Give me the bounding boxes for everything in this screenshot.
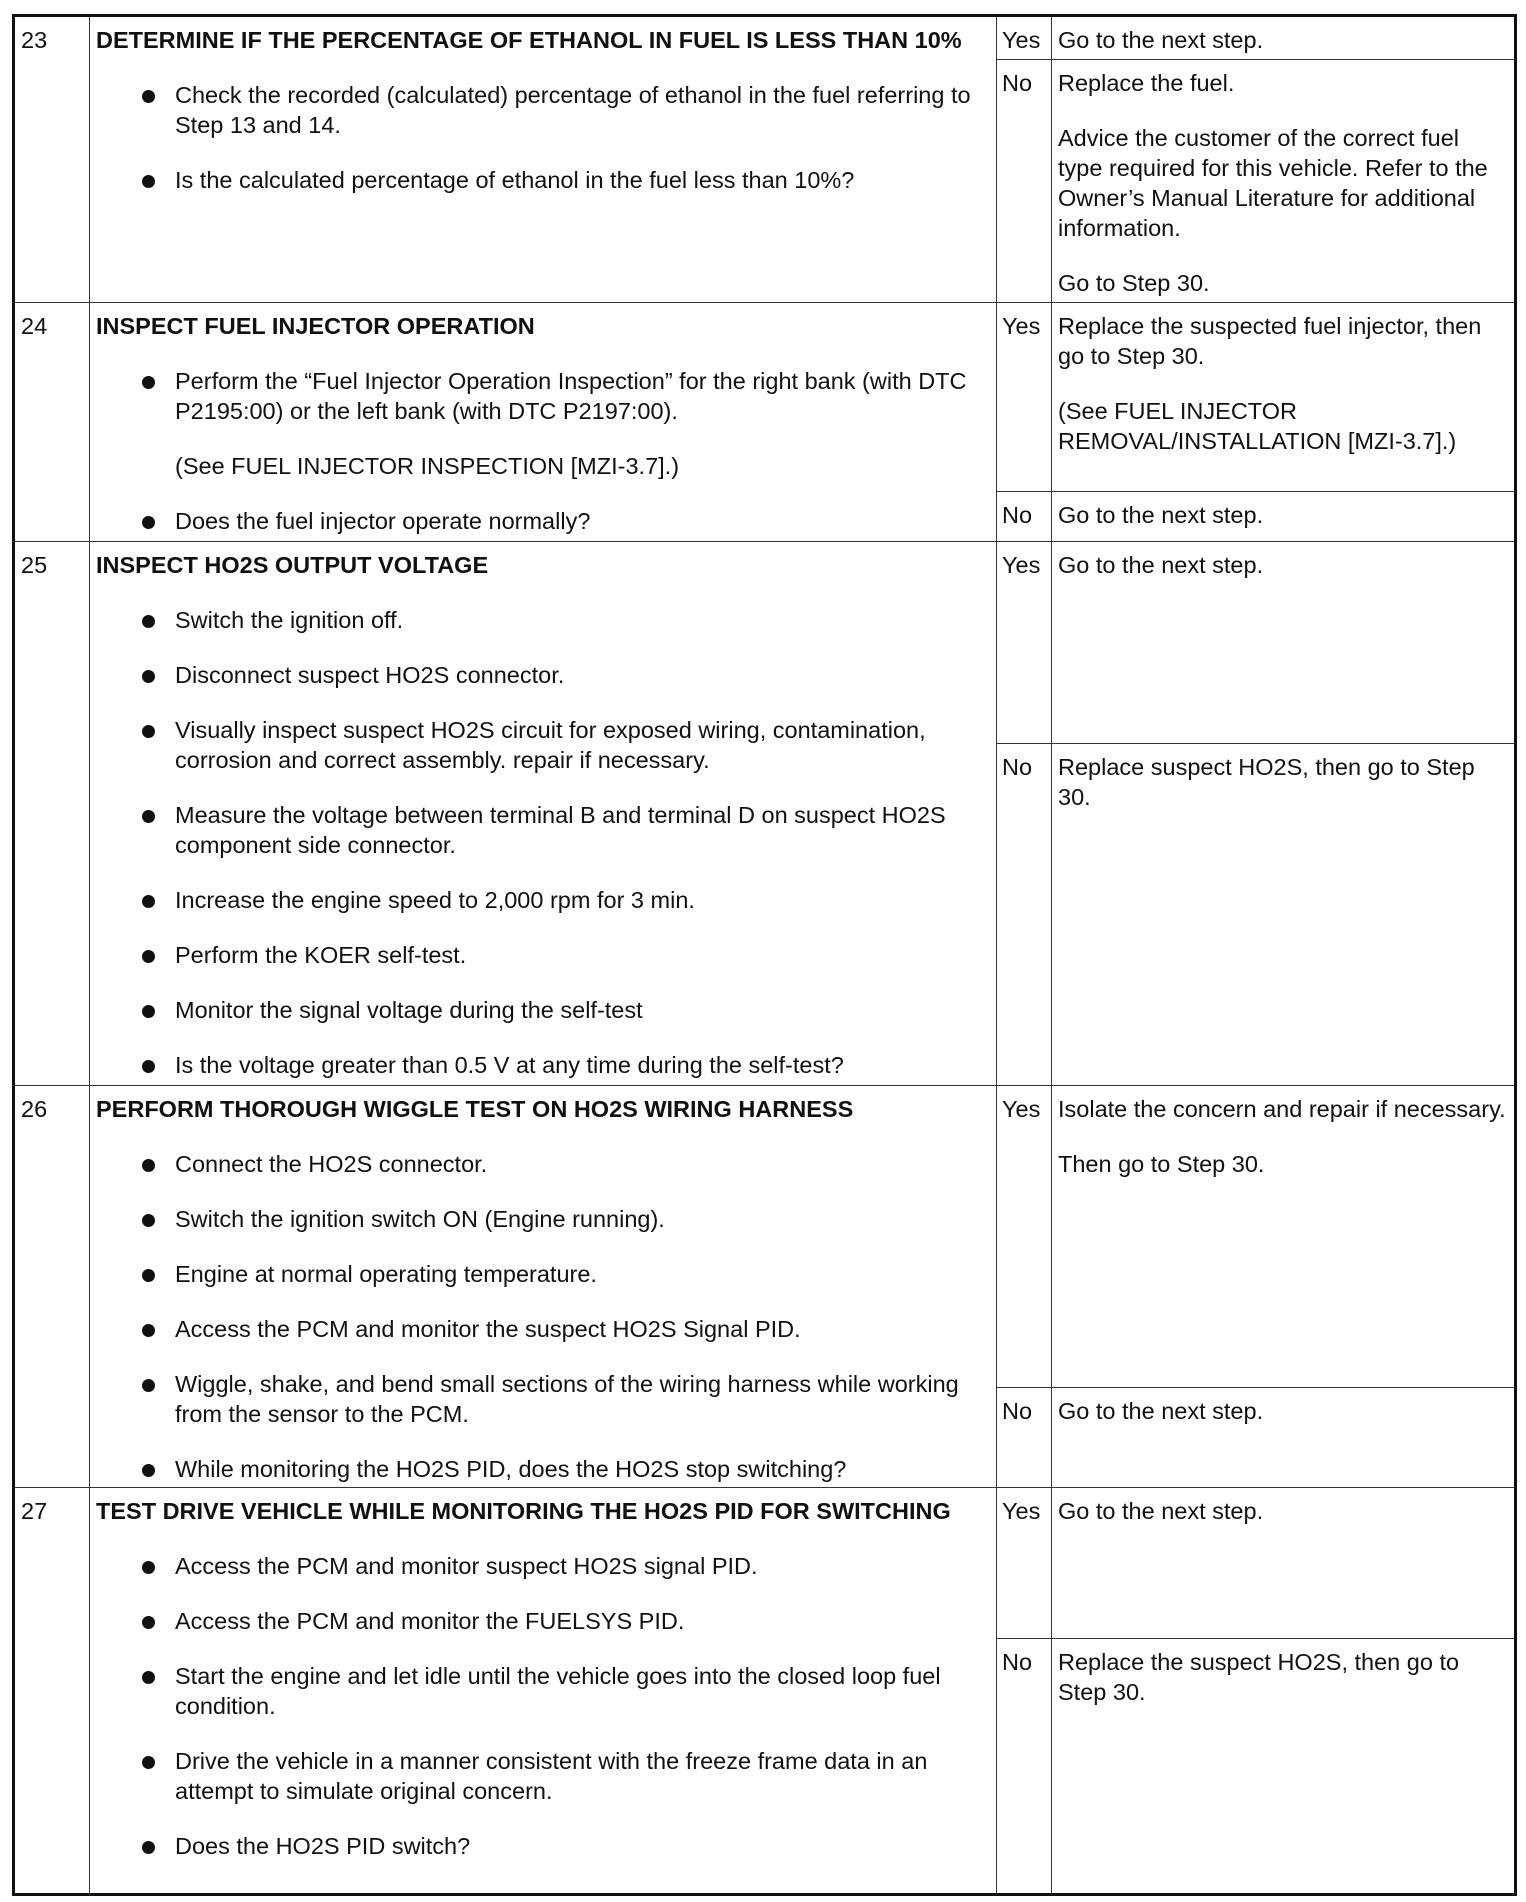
step-bullet-list	[96, 80, 972, 195]
step-row	[14, 16, 1516, 60]
step-number: 25	[14, 542, 90, 1086]
bullet-item: Switch the ignition off.	[96, 605, 972, 635]
bullet-icon	[142, 895, 155, 908]
bullet-item: Is the voltage greater than 0.5 V at any time during the self-test?	[96, 1050, 972, 1080]
bullet-item: Disconnect suspect HO2S connector.	[96, 660, 972, 690]
bullet-icon	[142, 810, 155, 823]
bullet-item: Drive the vehicle in a manner consistent with the freeze frame data in an attempt to simulate original concern.	[96, 1746, 972, 1806]
bullet-item: Connect the HO2S connector.	[96, 1149, 972, 1179]
step-bullet-list	[96, 366, 972, 536]
step-description	[90, 16, 997, 303]
yes-label: Yes	[997, 303, 1052, 492]
yes-action: Go to the next step.	[1052, 1488, 1516, 1639]
bullet-item: Does the HO2S PID switch?	[96, 1831, 972, 1861]
step-row	[14, 1488, 1516, 1639]
yes-action: Go to the next step.	[1052, 542, 1516, 744]
reference-note: (See FUEL INJECTOR INSPECTION [MZI-3.7].)	[175, 453, 680, 479]
step-title: TEST DRIVE VEHICLE WHILE MONITORING THE HO2S PID FOR SWITCHING	[96, 1498, 951, 1524]
step-title: INSPECT HO2S OUTPUT VOLTAGE	[96, 552, 489, 578]
bullet-icon	[142, 1324, 155, 1337]
no-action: Go to the next step.	[1052, 1388, 1516, 1488]
step-number: 27	[14, 1488, 90, 1895]
bullet-item: Does the fuel injector operate normally?	[96, 506, 972, 536]
bullet-item: Wiggle, shake, and bend small sections of the wiring harness while working from the sensor to the PCM.	[96, 1369, 972, 1429]
bullet-icon	[142, 950, 155, 963]
bullet-item: Check the recorded (calculated) percentage of ethanol in the fuel referring to Step 13 and 14.	[96, 80, 972, 140]
bullet-item: Access the PCM and monitor the suspect HO2S Signal PID.	[96, 1314, 972, 1344]
bullet-item: While monitoring the HO2S PID, does the HO2S stop switching?	[96, 1454, 972, 1484]
bullet-item: Start the engine and let idle until the vehicle goes into the closed loop fuel condition.	[96, 1661, 972, 1721]
step-row	[14, 542, 1516, 744]
step-number: 23	[14, 16, 90, 303]
no-label: No	[997, 60, 1052, 303]
bullet-icon	[142, 1060, 155, 1073]
step-bullet-list	[96, 605, 972, 1080]
no-action: Go to the next step.	[1052, 492, 1516, 542]
bullet-icon	[142, 1379, 155, 1392]
yes-label: Yes	[997, 16, 1052, 60]
bullet-item: Increase the engine speed to 2,000 rpm for 3 min.	[96, 885, 972, 915]
yes-action: Isolate the concern and repair if necessary. Then go to Step 30.	[1052, 1086, 1516, 1388]
step-number: 26	[14, 1086, 90, 1488]
bullet-item: Visually inspect suspect HO2S circuit for exposed wiring, contamination, corrosion and correct assembly. repair if necessary.	[96, 715, 972, 775]
bullet-item: Is the calculated percentage of ethanol in the fuel less than 10%?	[96, 165, 972, 195]
step-row	[14, 303, 1516, 492]
bullet-item: Monitor the signal voltage during the self-test	[96, 995, 972, 1025]
step-title: INSPECT FUEL INJECTOR OPERATION	[96, 313, 535, 339]
step-title: PERFORM THOROUGH WIGGLE TEST ON HO2S WIRING HARNESS	[96, 1096, 854, 1122]
bullet-icon	[142, 1159, 155, 1172]
yes-action: Replace the suspected fuel injector, then go to Step 30. (See FUEL INJECTOR REMOVAL/INSTALLATION [MZI-3.7].)	[1052, 303, 1516, 492]
bullet-icon	[142, 90, 155, 103]
bullet-item: Engine at normal operating temperature.	[96, 1259, 972, 1289]
step-description	[90, 1488, 997, 1895]
bullet-item: Access the PCM and monitor suspect HO2S signal PID.	[96, 1551, 972, 1581]
bullet-icon	[142, 1841, 155, 1854]
step-description	[90, 1086, 997, 1488]
step-description	[90, 542, 997, 1086]
no-action: Replace suspect HO2S, then go to Step 30.	[1052, 744, 1516, 1086]
bullet-icon	[142, 1756, 155, 1769]
no-label: No	[997, 1388, 1052, 1488]
bullet-icon	[142, 376, 155, 389]
bullet-icon	[142, 1005, 155, 1018]
no-action: Replace the suspect HO2S, then go to Step 30.	[1052, 1639, 1516, 1895]
bullet-icon	[142, 1214, 155, 1227]
bullet-item: Switch the ignition switch ON (Engine running).	[96, 1204, 972, 1234]
step-number: 24	[14, 303, 90, 542]
bullet-icon	[142, 615, 155, 628]
bullet-item: Access the PCM and monitor the FUELSYS PID.	[96, 1606, 972, 1636]
yes-label: Yes	[997, 542, 1052, 744]
step-title: DETERMINE IF THE PERCENTAGE OF ETHANOL IN FUEL IS LESS THAN 10%	[96, 27, 962, 53]
bullet-icon	[142, 175, 155, 188]
bullet-item: Measure the voltage between terminal B and terminal D on suspect HO2S component side connector.	[96, 800, 972, 860]
yes-label: Yes	[997, 1488, 1052, 1639]
bullet-icon	[142, 1561, 155, 1574]
no-label: No	[997, 1639, 1052, 1895]
no-action: Replace the fuel. Advice the customer of the correct fuel type required for this vehicle. Refer to the Owner’s Manual Literature for additional information. Go to Step 30.	[1052, 60, 1516, 303]
no-label: No	[997, 744, 1052, 1086]
bullet-icon	[142, 516, 155, 529]
step-bullet-list	[96, 1551, 972, 1861]
bullet-icon	[142, 1464, 155, 1477]
yes-action: Go to the next step.	[1052, 16, 1516, 60]
step-row	[14, 1086, 1516, 1388]
bullet-icon	[142, 1671, 155, 1684]
step-description	[90, 303, 997, 542]
step-bullet-list	[96, 1149, 972, 1484]
bullet-icon	[142, 725, 155, 738]
bullet-icon	[142, 1616, 155, 1629]
diagnostic-procedure-table	[12, 14, 1517, 1896]
bullet-item: Perform the KOER self-test.	[96, 940, 972, 970]
no-label: No	[997, 492, 1052, 542]
bullet-icon	[142, 1269, 155, 1282]
yes-label: Yes	[997, 1086, 1052, 1388]
bullet-icon	[142, 670, 155, 683]
bullet-item: Perform the “Fuel Injector Operation Inspection” for the right bank (with DTC P2195:00) or the left bank (with DTC P2197:00). (See FUEL INJECTOR INSPECTION [MZI-3.7].)	[96, 366, 972, 481]
